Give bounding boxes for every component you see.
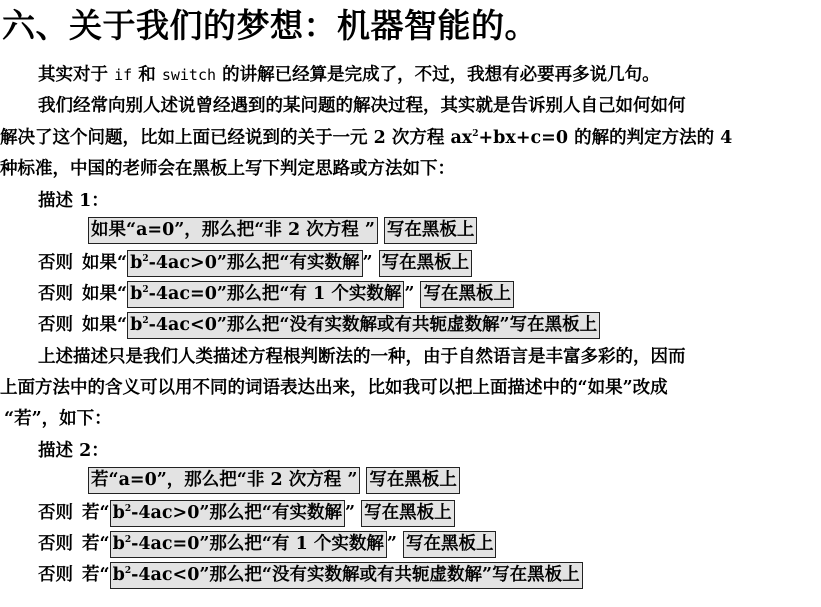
desc1-row-4 (38, 310, 600, 341)
desc1-row1-condition-box: 如果“a=0”，那么把“非 2 次方程 ” (88, 217, 378, 244)
desc1-row1-action-box: 写在黑板上 (384, 217, 478, 244)
para1-text-b: 和 (138, 65, 156, 85)
desc2-row2-rest: -4ac>0”那么把“有实数解 (131, 503, 342, 523)
desc1-row-1 (88, 217, 477, 244)
desc1-row3-keyword: 如果“ (82, 284, 128, 304)
desc2-row-3 (38, 529, 496, 560)
desc1-row3-rest: -4ac=0”那么把“有 1 个实数解 (148, 284, 402, 304)
desc1-row3-sup: 2 (142, 285, 149, 295)
desc1-row4-keyword: 如果“ (82, 315, 128, 335)
desc2-row3-rest: -4ac=0”那么把“有 1 个实数解 (131, 534, 384, 554)
desc2-row3-condition-box (110, 531, 387, 558)
desc2-row3-keyword: 若“ (82, 534, 110, 554)
desc1-row2-keyword: 如果“ (82, 253, 128, 273)
desc2-row3-sup: 2 (124, 535, 132, 545)
para2-line2-a: 解决了这个问题，比如上面已经说到的关于一元 2 次方程 ax (0, 128, 473, 148)
desc1-row2-condition-box (127, 250, 362, 277)
code-switch: switch (161, 66, 217, 84)
para2-superscript: 2 (472, 129, 479, 139)
desc2-row3-b: b (112, 534, 125, 554)
desc2-row1-action-box: 写在黑板上 (366, 467, 460, 494)
desc2-row-2 (38, 498, 455, 529)
desc2-row4-keyword: 若“ (82, 565, 110, 585)
desc2-row4-condition-box (110, 562, 583, 589)
desc2-row4-b: b (112, 565, 125, 585)
desc2-row2-condition-box (110, 500, 345, 527)
desc1-row3-close-quote: ” (404, 284, 415, 304)
desc1-row-3 (38, 279, 514, 310)
desc1-row4-rest: -4ac<0”那么把“没有实数解或有共轭虚数解”写在黑板上 (148, 315, 598, 335)
desc2-row2-sup: 2 (124, 504, 132, 514)
para1-text-c: 的讲解已经算是完成了，不过，我想有必要再多说几句。 (222, 65, 660, 85)
desc2-row4-prefix: 否则 (38, 565, 73, 585)
desc1-row2-rest: -4ac>0”那么把“有实数解 (148, 253, 360, 273)
desc2-row-4 (38, 560, 583, 591)
desc2-row-1 (88, 467, 460, 494)
desc2-row1-condition-box: 若“a=0”，那么把“非 2 次方程 ” (88, 467, 360, 494)
desc1-row2-close-quote: ” (362, 253, 373, 273)
desc2-row4-sup: 2 (124, 566, 132, 576)
desc1-label: 描述 1： (38, 191, 109, 211)
paragraph-2-line-2 (0, 123, 732, 154)
desc2-row3-action-box: 写在黑板上 (403, 531, 497, 558)
para2-line2-b: +bx+c=0 的解的判定方法的 4 (478, 128, 733, 148)
desc2-row4-rest: -4ac<0”那么把“没有实数解或有共轭虚数解”写在黑板上 (131, 565, 580, 585)
desc1-row2-prefix: 否则 (38, 253, 73, 273)
desc2-row2-action-box: 写在黑板上 (361, 500, 455, 527)
desc1-row3-action-box: 写在黑板上 (420, 281, 514, 308)
section-title: 六、关于我们的梦想：机器智能的。 (2, 6, 538, 45)
paragraph-3-line-1: 上述描述只是我们人类描述方程根判断法的一种，由于自然语言是丰富多彩的，因而 (38, 347, 686, 367)
desc2-row3-close-quote: ” (386, 534, 397, 554)
desc1-row3-prefix: 否则 (38, 284, 73, 304)
desc2-row2-close-quote: ” (345, 503, 356, 523)
desc1-row-2 (38, 248, 472, 279)
desc2-row3-prefix: 否则 (38, 534, 73, 554)
desc1-row3-b: b (130, 284, 143, 304)
desc2-row2-prefix: 否则 (38, 503, 73, 523)
paragraph-1 (38, 60, 660, 91)
desc1-row3-condition-box (127, 281, 404, 308)
para1-text-a: 其实对于 (38, 65, 108, 85)
paragraph-2-line-1: 我们经常向别人述说曾经遇到的某问题的解决过程，其实就是告诉别人自己如何如何 (38, 96, 686, 116)
desc2-label: 描述 2： (38, 441, 109, 461)
paragraph-3-line-3: “若”，如下： (4, 409, 112, 429)
desc1-row2-b: b (130, 253, 143, 273)
desc1-row2-sup: 2 (142, 254, 149, 264)
desc1-row4-sup: 2 (142, 316, 149, 326)
desc1-row2-action-box: 写在黑板上 (379, 250, 473, 277)
desc2-row2-keyword: 若“ (82, 503, 110, 523)
desc2-row2-b: b (112, 503, 125, 523)
paragraph-2-line-3: 种标准，中国的老师会在黑板上写下判定思路或方法如下： (0, 159, 455, 179)
paragraph-3-line-2: 上面方法中的含义可以用不同的词语表达出来，比如我可以把上面描述中的“如果”改成 (0, 378, 668, 398)
code-if: if (114, 66, 133, 84)
desc1-row4-prefix: 否则 (38, 315, 73, 335)
desc1-row4-condition-box (127, 312, 600, 339)
desc1-row4-b: b (130, 315, 143, 335)
